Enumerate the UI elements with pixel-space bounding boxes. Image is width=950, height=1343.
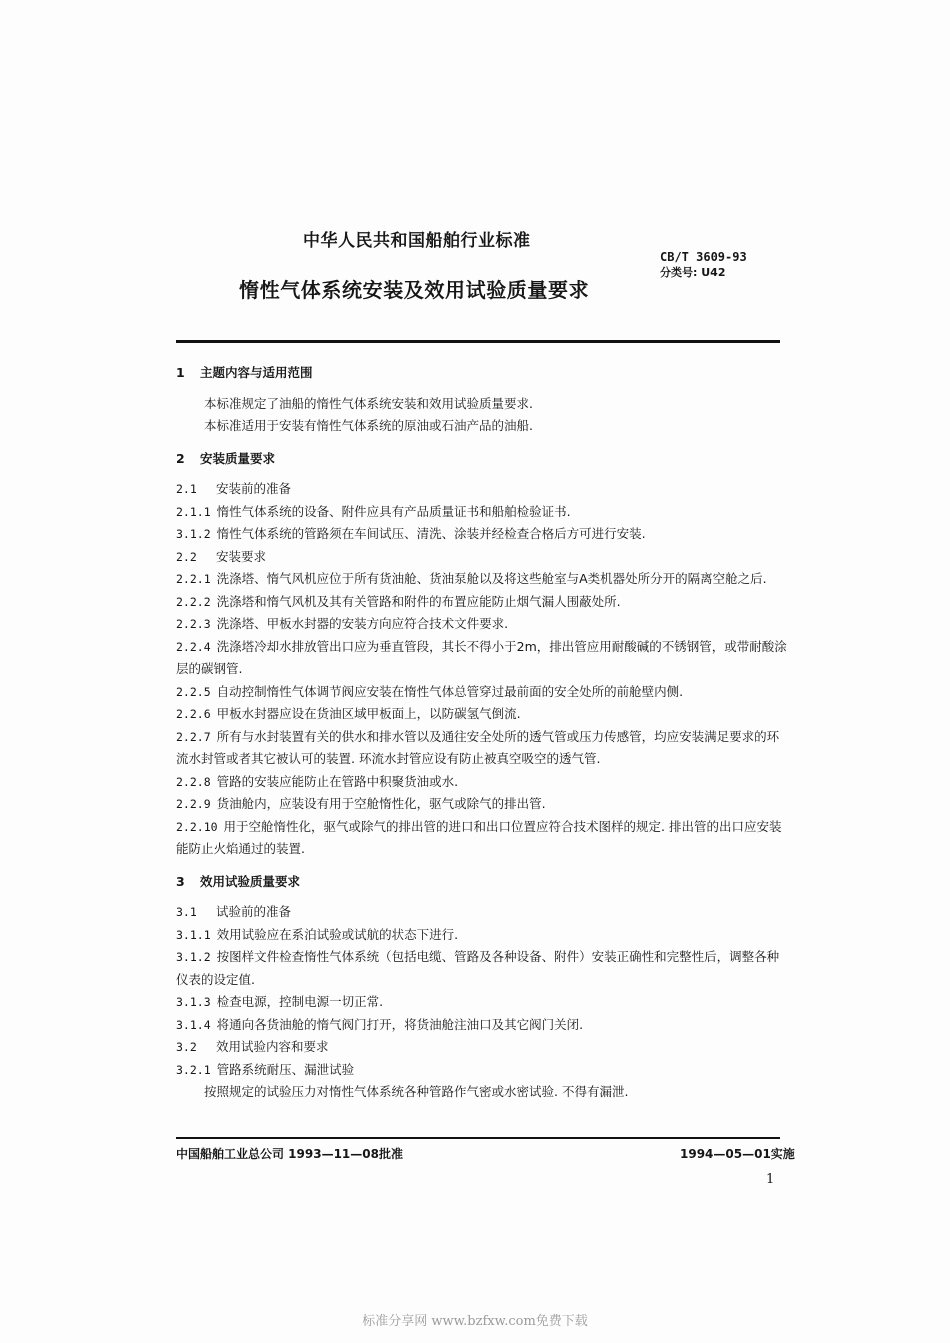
clause-number: 2.2.2 bbox=[176, 594, 211, 609]
header-divider bbox=[176, 340, 780, 343]
section-number: 1 bbox=[176, 365, 185, 380]
clause-number: 2.2.6 bbox=[176, 707, 211, 721]
section-number: 2 bbox=[176, 450, 185, 466]
clause-text: 所有与水封装置有关的供水和排水管以及通往安全处所的透气管或压力传感管，均应安装满足要求的环流水封管或者其它被认可的装置. 环流水封管应设有防止被真空吸空的透气管. bbox=[176, 728, 780, 766]
clause-number: 2.2.4 bbox=[176, 639, 211, 654]
clause-number: 2.2.8 bbox=[176, 774, 211, 789]
clause-text: 将通向各货油舱的惰气阀门打开，将货油舱注油口及其它阀门关闭. bbox=[216, 1016, 584, 1032]
clause-number: 2.2.7 bbox=[176, 729, 211, 744]
clause-text: 惰性气体系统的管路须在车间试压、清洗、涂装并经检查合格后方可进行安装. bbox=[216, 526, 646, 541]
clause-text: 管路系统耐压、漏泄试验 bbox=[216, 1061, 355, 1077]
section-title: 效用试验质量要求 bbox=[200, 873, 301, 889]
clause-text: 试验前的准备 bbox=[216, 904, 292, 919]
section-heading bbox=[176, 362, 788, 385]
clause-text: 安装要求 bbox=[216, 548, 267, 564]
clause-number: 2.2.5 bbox=[176, 684, 211, 699]
clause bbox=[176, 901, 788, 924]
issuing-organization: 中华人民共和国船舶行业标准 bbox=[303, 231, 531, 251]
clause bbox=[176, 1036, 788, 1059]
clause bbox=[176, 568, 788, 591]
page-number: 1 bbox=[766, 1172, 775, 1187]
clause-number: 2.1.1 bbox=[176, 504, 211, 519]
clause-number: 3.2 bbox=[176, 1040, 197, 1054]
section-heading bbox=[176, 448, 788, 471]
clause-text: 洗涤塔和惰气风机及其有关管路和附件的布置应能防止烟气漏人围蔽处所. bbox=[216, 593, 621, 609]
clause-text: 管路的安装应能防止在管路中积聚货油或水. bbox=[216, 773, 459, 789]
clause-text: 甲板水封器应设在货油区域甲板面上，以防碳氢气倒流. bbox=[216, 706, 521, 721]
paragraph: 本标准适用于安装有惰性气体系统的原油或石油产品的油船. bbox=[204, 418, 533, 433]
clause bbox=[176, 991, 788, 1014]
clause-text: 检查电源，控制电源一切正常. bbox=[216, 994, 384, 1009]
section-title: 安装质量要求 bbox=[200, 450, 276, 466]
clause bbox=[176, 681, 788, 704]
clause-text: 洗涤塔、惰气风机应位于所有货油舱、货油泵舱以及将这些舱室与A类机器处所分开的隔离空舱之后. bbox=[216, 571, 767, 586]
clause bbox=[176, 1059, 788, 1082]
clause-text: 用于空舱惰性化，驱气或除气的排出管的进口和出口位置应符合技术图样的规定. 排出管的出口应安装能防止火焰通过的装置. bbox=[176, 818, 782, 856]
clause-number: 3.2.1 bbox=[176, 1062, 211, 1077]
document-title: 惰性气体系统安装及效用试验质量要求 bbox=[239, 278, 590, 302]
paragraph: 按照规定的试验压力对惰性气体系统各种管路作气密或水密试验. 不得有漏泄. bbox=[204, 1084, 629, 1099]
clause bbox=[176, 924, 788, 947]
clause-number: 3.1.2 bbox=[176, 527, 211, 541]
clause-number: 2.2 bbox=[176, 549, 197, 564]
clause bbox=[176, 793, 788, 816]
clause-number: 2.1 bbox=[176, 482, 197, 496]
clause bbox=[176, 501, 788, 524]
clause-text: 洗涤塔、甲板水封器的安装方向应符合技术文件要求. bbox=[216, 616, 509, 631]
clause-text: 按图样文件检查惰性气体系统（包括电缆、管路及各种设备、附件）安装正确性和完整性后，调整各种仪表的设定值. bbox=[176, 949, 780, 987]
clause-number: 2.2.3 bbox=[176, 617, 211, 631]
implementation-date: 1994—05—01实施 bbox=[680, 1147, 795, 1161]
section-number: 3 bbox=[176, 873, 185, 889]
clause-text: 安装前的准备 bbox=[216, 481, 292, 496]
clause-number: 2.2.1 bbox=[176, 572, 211, 586]
classification-number: 分类号: U42 bbox=[660, 266, 726, 279]
clause bbox=[176, 771, 788, 794]
footer-divider bbox=[176, 1137, 780, 1139]
clause bbox=[176, 946, 788, 991]
paragraph: 本标准规定了油船的惰性气体系统安装和效用试验质量要求. bbox=[204, 395, 533, 411]
clause bbox=[176, 591, 788, 614]
clause bbox=[176, 726, 788, 771]
clause-number: 2.2.9 bbox=[176, 797, 211, 811]
clause-number: 3.1.4 bbox=[176, 1017, 211, 1032]
clause bbox=[176, 816, 788, 861]
clause-text: 自动控制惰性气体调节阀应安装在惰性气体总管穿过最前面的安全处所的前舱壁内侧. bbox=[216, 683, 684, 699]
clause-text: 效用试验内容和要求 bbox=[216, 1039, 329, 1054]
clause-text: 惰性气体系统的设备、附件应具有产品质量证书和船舶检验证书. bbox=[216, 503, 571, 519]
clause-text: 洗涤塔冷却水排放管出口应为垂直管段，其长不得小于2m，排出管应用耐酸碱的不锈钢管，或带耐酸涂层的碳钢管. bbox=[176, 638, 787, 676]
clause-number: 3.1.2 bbox=[176, 950, 211, 964]
watermark-text: 标准分享网 www.bzfxw.com免费下载 bbox=[362, 1314, 588, 1329]
clause bbox=[176, 478, 788, 501]
approval-info: 中国船舶工业总公司 1993—11—08批准 bbox=[176, 1147, 403, 1161]
clause bbox=[176, 703, 788, 726]
section-heading bbox=[176, 871, 788, 894]
clause-text: 货油舱内，应装设有用于空舱惰性化，驱气或除气的排出管. bbox=[216, 796, 546, 811]
standard-code: CB/T 3609-93 bbox=[660, 250, 747, 264]
clause bbox=[176, 1014, 788, 1037]
clause-number: 3.1.1 bbox=[176, 927, 211, 942]
clause bbox=[176, 546, 788, 569]
clause bbox=[176, 636, 788, 681]
clause bbox=[176, 613, 788, 636]
clause-text: 效用试验应在系泊试验或试航的状态下进行. bbox=[216, 926, 459, 942]
clause-number: 2.2.10 bbox=[176, 819, 218, 834]
clause bbox=[176, 523, 788, 546]
document-body bbox=[176, 356, 788, 1104]
clause-number: 3.1 bbox=[176, 905, 197, 919]
section-title: 主题内容与适用范围 bbox=[200, 365, 313, 380]
clause-number: 3.1.3 bbox=[176, 995, 211, 1009]
